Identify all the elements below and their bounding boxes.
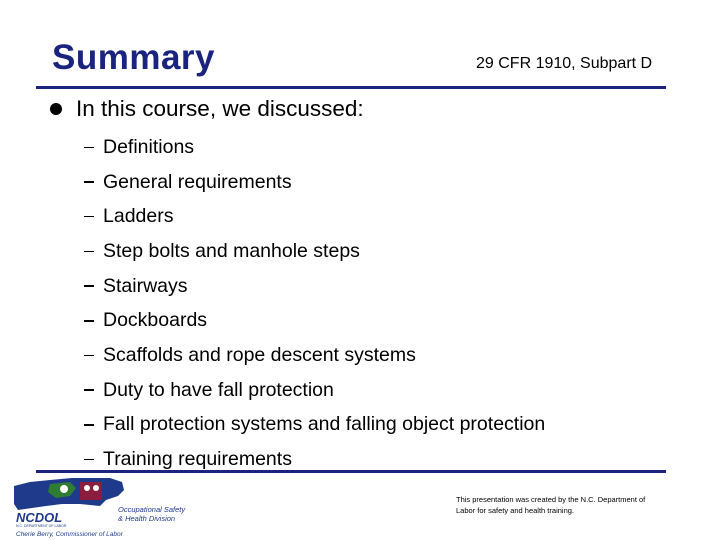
dash-icon <box>84 424 94 426</box>
list-item-text: Scaffolds and rope descent systems <box>103 343 416 366</box>
intro-bullet <box>50 96 364 122</box>
dash-icon <box>84 355 94 357</box>
list-item <box>84 303 545 338</box>
dash-icon <box>84 389 94 391</box>
slide-subtitle: 29 CFR 1910, Subpart D <box>476 55 653 72</box>
list-item-text: Ladders <box>103 205 174 228</box>
dash-icon <box>84 320 94 322</box>
dash-icon <box>84 285 94 287</box>
logo-wordmark: NCDOL <box>16 510 63 525</box>
dash-icon <box>84 251 94 253</box>
logo-subtext: N.C. DEPARTMENT OF LABOR <box>16 524 67 528</box>
worker-figure-icon <box>60 485 68 493</box>
list-item <box>84 408 545 443</box>
list-item <box>84 373 545 408</box>
dash-icon <box>84 459 94 461</box>
list-item-text: Duty to have fall protection <box>103 378 334 401</box>
bullet-dot-icon <box>50 103 62 115</box>
dash-icon <box>84 216 94 218</box>
list-item <box>84 234 545 269</box>
dash-icon <box>84 181 94 183</box>
list-item <box>84 338 545 373</box>
list-item <box>84 269 545 304</box>
list-item-text: Step bolts and manhole steps <box>103 239 360 262</box>
list-item <box>84 130 545 165</box>
list-item-text: Stairways <box>103 274 188 297</box>
slide-title: Summary <box>52 38 216 77</box>
division-line-1: Occupational Safety <box>118 505 186 514</box>
topic-list <box>84 130 545 477</box>
ncdol-logo <box>10 474 190 538</box>
commissioner-credit: Cherie Berry, Commissioner of Labor <box>16 531 123 538</box>
dash-icon <box>84 147 94 149</box>
list-item-text: Training requirements <box>103 448 292 471</box>
top-divider <box>36 86 666 89</box>
list-item-text: Fall protection systems and falling object protection <box>103 413 546 436</box>
division-line-2: & Health Division <box>118 514 176 523</box>
list-item-text: Dockboards <box>103 309 208 332</box>
bottom-divider <box>36 470 666 473</box>
intro-text: In this course, we discussed: <box>76 96 364 121</box>
list-item <box>84 199 545 234</box>
list-item <box>84 165 545 200</box>
list-item-text: General requirements <box>103 170 292 193</box>
footer-note: This presentation was created by the N.C. Department of Labor for safety and health training. <box>456 495 646 515</box>
list-item-text: Definitions <box>103 135 195 158</box>
